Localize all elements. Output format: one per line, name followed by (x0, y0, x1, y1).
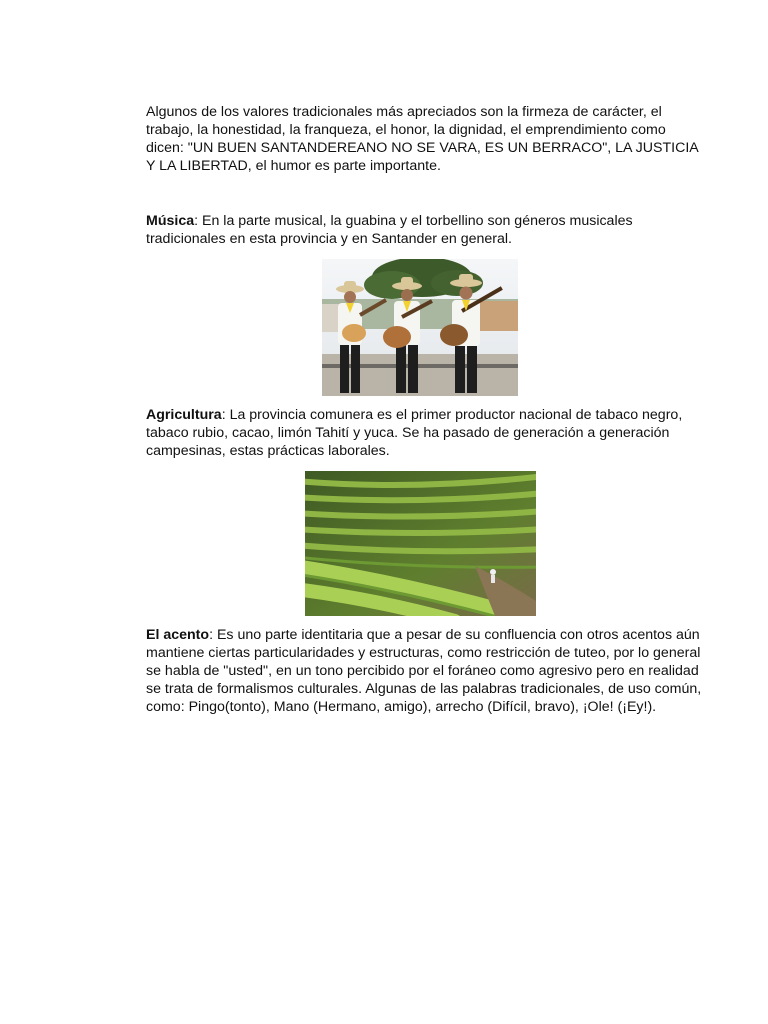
accent-paragraph (146, 626, 706, 716)
agriculture-heading: Agricultura (146, 407, 222, 423)
agriculture-paragraph (146, 406, 706, 460)
music-photo (322, 259, 518, 396)
music-text: : En la parte musical, la guabina y el torbellino son géneros musicales tradicionales en esta provincia y en Santander en general. (146, 213, 633, 247)
agriculture-text: : La provincia comunera es el primer productor nacional de tabaco negro, tabaco rubio, cacao, limón Tahití y yuca. Se ha pasado de generación a generación campesinas, estas prácticas laborales. (146, 407, 683, 459)
accent-text: : Es uno parte identitaria que a pesar de su confluencia con otros acentos aún mantiene ciertas particularidades y estructuras, como restricción de tuteo, por lo general se habla de "usted", en un tono percibido por el foráneo como agresivo pero en realidad se trata de formalismos culturales. Algunas de las palabras tradicionales, de uso común, como: Pingo(tonto), Mano (Hermano, amigo), arrecho (Difícil, bravo), ¡Ole! (¡Ey!). (146, 627, 702, 715)
agriculture-photo (305, 471, 536, 616)
values-paragraph: Algunos de los valores tradicionales más apreciados son la firmeza de carácter, el trabajo, la honestidad, la franqueza, el honor, la dignidad, el emprendimiento como dicen: "UN BUEN SANTANDEREANO NO SE VARA, ES UN BERRACO", LA JUSTICIA Y LA LIBERTAD, el humor es parte importante. (146, 104, 698, 174)
music-heading: Música (146, 213, 195, 229)
accent-heading: El acento (146, 627, 210, 643)
music-paragraph (146, 212, 706, 248)
